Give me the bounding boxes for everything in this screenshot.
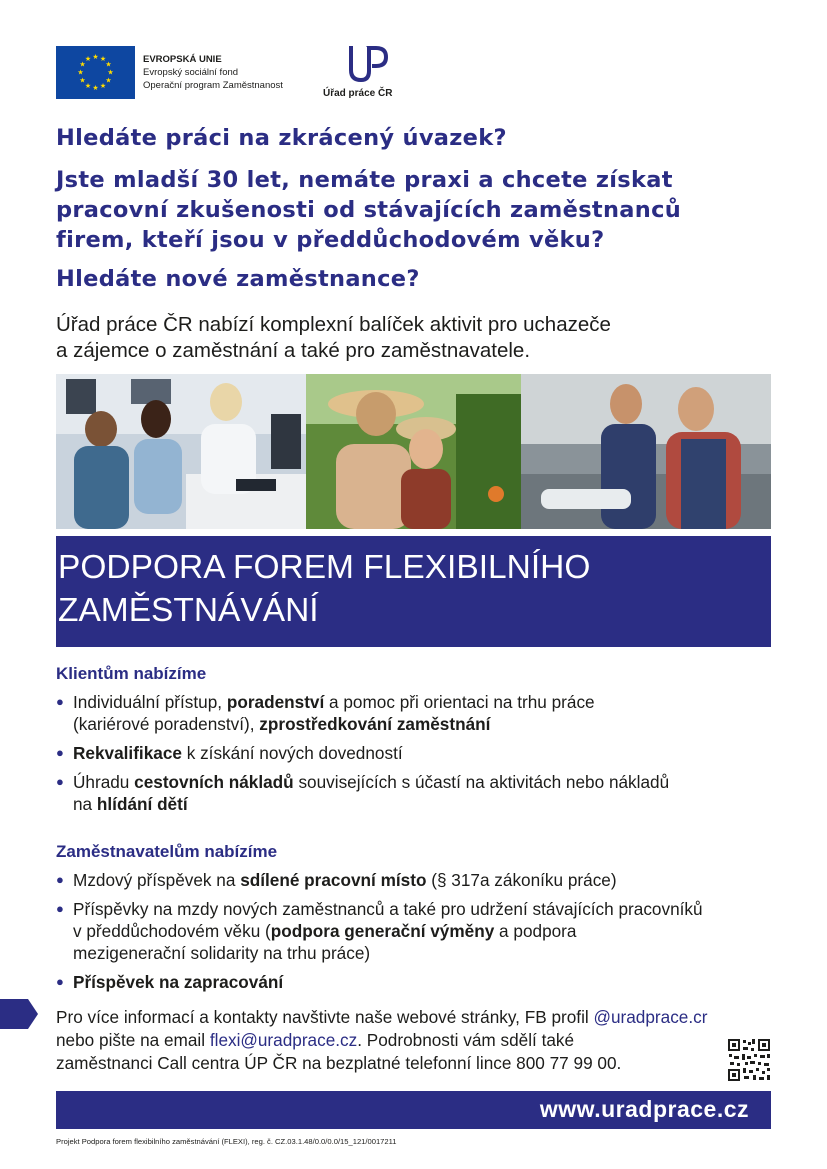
svg-text:★: ★ — [99, 82, 107, 90]
eu-flag-icon — [56, 46, 135, 99]
svg-text:★: ★ — [79, 60, 86, 69]
list-item: ● Rekvalifikace k získání nových dovedností — [56, 743, 403, 763]
bullet-icon: ● — [56, 974, 64, 989]
svg-text:★: ★ — [92, 53, 99, 61]
svg-text:★: ★ — [92, 84, 99, 92]
bullet-icon: ● — [56, 872, 64, 887]
esf-label: Evropský sociální fond — [143, 67, 239, 78]
banner-title-line1: PODPORA FOREM FLEXIBILNÍHO — [58, 549, 591, 586]
contact-line3: zaměstnanci Call centra ÚP ČR na bezplatné telefonní lince 800 77 99 00. — [56, 1053, 622, 1073]
op-label: Operační program Zaměstnanost — [143, 80, 283, 91]
contact-line2: nebo pište na email flexi@uradprace.cz. Podrobnosti vám sdělí také — [56, 1030, 575, 1050]
heading-young-line1: Jste mladší 30 let, nemáte praxi a chcete získat — [56, 167, 673, 193]
banner-title-line2: ZAMĚSTNÁVÁNÍ — [58, 592, 319, 629]
svg-text:★: ★ — [99, 55, 107, 63]
bullet-icon: ● — [56, 694, 64, 709]
photo-gardeners — [306, 374, 521, 529]
list-item: ● Mzdový příspěvek na sdílené pracovní místo (§ 317a zákoníku práce) — [56, 870, 617, 890]
up-caption: Úřad práce ČR — [323, 88, 393, 99]
bullet-icon: ● — [56, 774, 64, 789]
svg-text:★: ★ — [77, 68, 84, 77]
eu-label: EVROPSKÁ UNIE — [143, 54, 222, 65]
heading-young-line3: firem, kteří jsou v předdůchodovém věku? — [56, 227, 605, 253]
list-item: ● Příspěvky na mzdy nových zaměstnanců a také pro udržení stávajících pracovníků v předdůchodovém věku (podpora generační výměny a podpora mezigenerační solidarity na trhu práce) — [56, 899, 703, 963]
photo-office-team — [56, 374, 306, 529]
heading-part-time: Hledáte práci na zkrácený úvazek? — [56, 125, 507, 151]
intro-text — [56, 312, 611, 364]
bullet-icon: ● — [56, 745, 64, 760]
svg-text:★: ★ — [84, 55, 92, 63]
heading-young-line2: pracovní zkušenosti od stávajících zaměstnanců — [56, 197, 682, 223]
list-item: ● Individuální přístup, poradenství a pomoc při orientaci na trhu práce (kariérové poradenství), zprostředkování zaměstnání — [56, 692, 595, 734]
qr-code-icon[interactable] — [727, 1038, 771, 1082]
banner-title — [56, 546, 756, 632]
svg-text:★: ★ — [79, 76, 86, 85]
clients-list — [56, 691, 776, 822]
photo-workers — [521, 374, 771, 529]
email-link[interactable]: flexi@uradprace.cz — [209, 1030, 358, 1050]
arrow-marker-icon — [0, 999, 38, 1029]
svg-text:★: ★ — [105, 60, 112, 69]
employers-section-title: Zaměstnavatelům nabízíme — [56, 842, 278, 861]
heading-employers: Hledáte nové zaměstnance? — [56, 266, 420, 292]
website-link[interactable]: www.uradprace.cz — [539, 1096, 749, 1122]
clients-section-title: Klientům nabízíme — [56, 664, 207, 683]
svg-text:★: ★ — [107, 68, 114, 77]
footer-bar — [56, 1091, 771, 1129]
list-item: ● Úhradu cestovních nákladů souvisejících s účastí na aktivitách nebo nákladů na hlídání dětí — [56, 772, 670, 814]
bullet-icon: ● — [56, 901, 64, 916]
title-banner — [56, 536, 771, 647]
employers-list — [56, 869, 776, 1000]
svg-text:★: ★ — [105, 76, 112, 85]
svg-text:★: ★ — [84, 82, 92, 90]
intro-line2: a zájemce o zaměstnání a také pro zaměstnavatele. — [56, 339, 531, 362]
eu-text-block — [143, 53, 283, 92]
contact-info — [56, 1006, 707, 1075]
list-item: ● Příspěvek na zapracování — [56, 972, 284, 992]
project-footnote: Projekt Podpora forem flexibilního zaměstnávání (FLEXI), reg. č. CZ.03.1.48/0.0/0.0/15_121/0017211 — [56, 1137, 397, 1146]
facebook-profile-link[interactable]: @uradprace.cr — [593, 1007, 708, 1027]
contact-line1: Pro více informací a kontakty navštivte naše webové stránky, FB profil @uradprace.cr — [56, 1007, 708, 1027]
intro-line1: Úřad práce ČR nabízí komplexní balíček aktivit pro uchazeče — [56, 313, 611, 336]
